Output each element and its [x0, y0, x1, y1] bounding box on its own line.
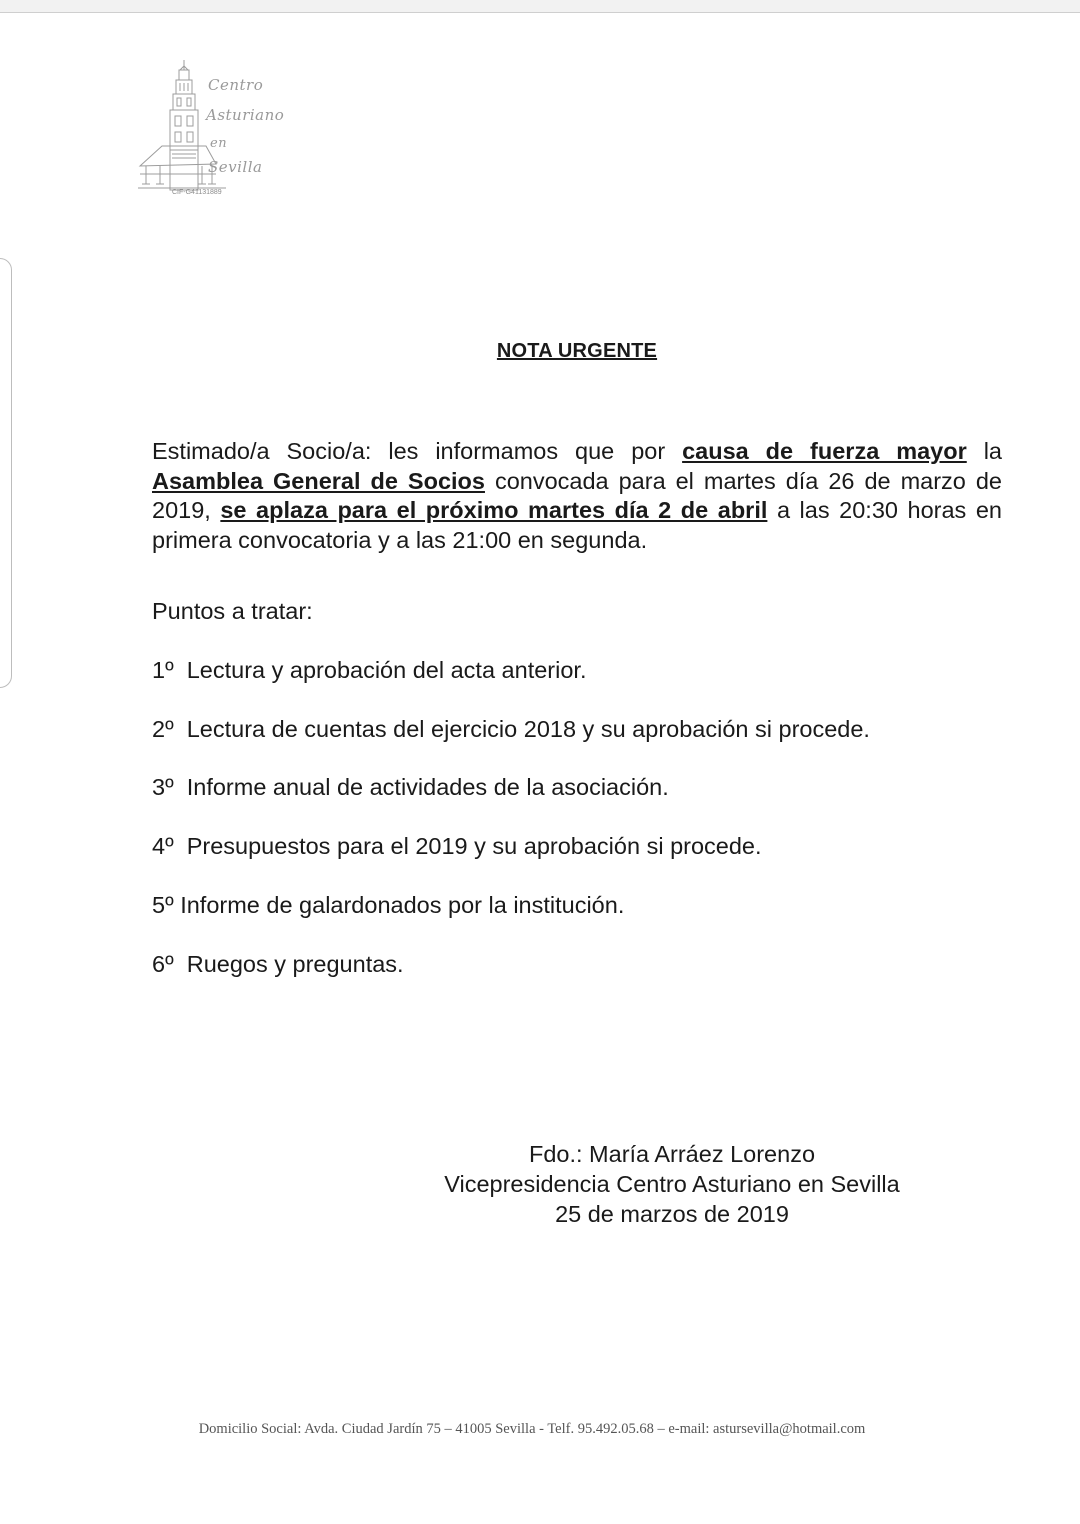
logo-text-sevilla: Sevilla — [208, 158, 263, 176]
intro-part-2: la — [966, 438, 1002, 464]
intro-paragraph — [152, 437, 1002, 555]
agenda-item-text: Presupuestos para el 2019 y su aprobación si procede. — [186, 833, 762, 859]
agenda-item-number: 1º — [152, 657, 174, 683]
agenda-item-number: 4º — [152, 833, 174, 859]
agenda-item — [152, 657, 586, 684]
viewer-top-bar — [0, 0, 1080, 13]
signature-role: Vicepresidencia Centro Asturiano en Sevilla — [444, 1171, 900, 1197]
intro-part-3: convocada para el martes día 26 de marzo de 2019, — [152, 467, 1002, 523]
agenda-item — [152, 774, 669, 801]
agenda-header: Puntos a tratar: — [152, 598, 313, 624]
signature-block — [380, 1139, 964, 1229]
document-title: NOTA URGENTE — [496, 340, 658, 362]
logo-text-en: en — [210, 136, 228, 151]
footer-address: Domicilio Social: Avda. Ciudad Jardín 75 – 41005 Sevilla - Telf. 95.492.05.68 – e-mail: astursevilla@hotmail.com — [198, 1421, 866, 1437]
agenda-item-number: 6º — [152, 951, 174, 977]
agenda-item-text: Lectura y aprobación del acta anterior. — [186, 657, 587, 683]
agenda-item-text: Lectura de cuentas del ejercicio 2018 y su aprobación si procede. — [186, 716, 870, 742]
side-panel-handle[interactable] — [0, 258, 12, 688]
centro-asturiano-logo — [136, 58, 296, 200]
agenda-item-number: 2º — [152, 716, 174, 742]
agenda-item-text: Ruegos y preguntas. — [186, 951, 404, 977]
intro-emphasis-postponed: se aplaza para el próximo martes día 2 de abril — [220, 497, 768, 523]
signature-name: Fdo.: María Arráez Lorenzo — [528, 1141, 816, 1167]
intro-emphasis-assembly: Asamblea General de Socios — [152, 467, 485, 494]
agenda-item-text: Informe anual de actividades de la asociación. — [186, 774, 669, 800]
logo-text-asturiano: Asturiano — [206, 106, 285, 124]
intro-part-1: Estimado/a Socio/a: les informamos que por — [152, 438, 683, 464]
signature-date: 25 de marzos de 2019 — [555, 1201, 789, 1227]
agenda-item-number: 3º — [152, 774, 174, 800]
logo-text-centro: Centro — [208, 76, 264, 94]
agenda-item — [152, 716, 870, 743]
agenda-item-text: Informe de galardonados por la institución. — [180, 892, 625, 918]
agenda-item — [152, 892, 624, 919]
agenda-item-number: 5º — [152, 892, 174, 918]
intro-emphasis-force-majeure: causa de fuerza mayor — [682, 438, 967, 464]
agenda-item — [152, 833, 762, 860]
intro-part-4: a las 20:30 horas en primera convocatoria y a las 21:00 en segunda. — [152, 497, 1002, 553]
logo-cif: CIF-G41131889 — [172, 189, 222, 196]
agenda-item — [152, 951, 404, 978]
